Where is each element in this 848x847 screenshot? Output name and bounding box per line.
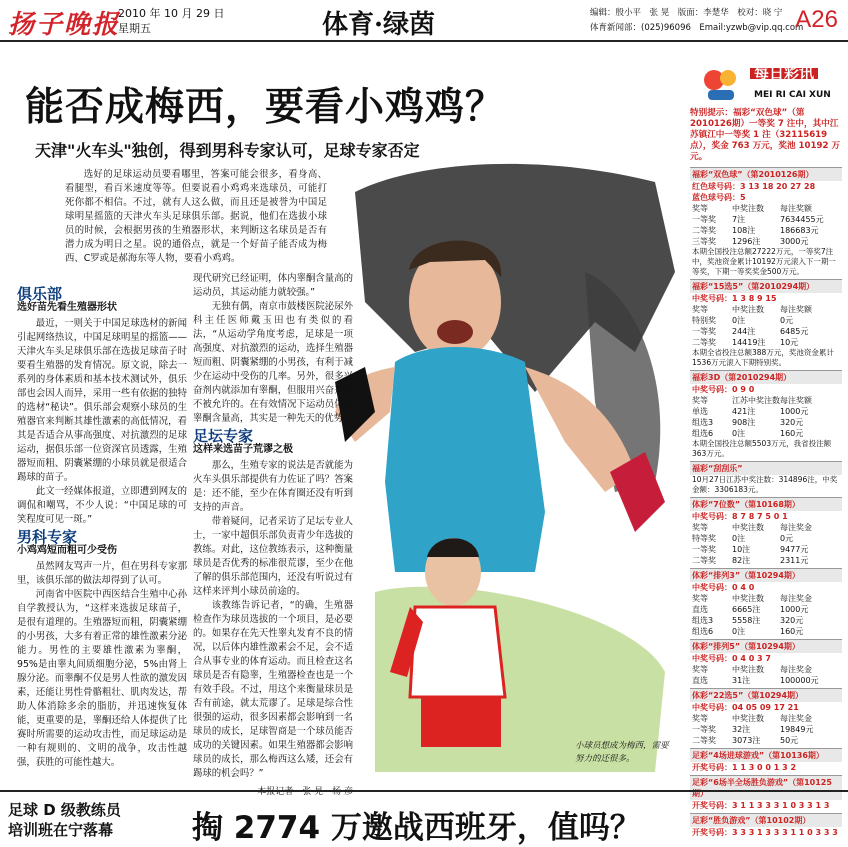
lottery-heading: 福彩3D（第2010294期）: [690, 370, 842, 384]
player-photo: [335, 152, 685, 782]
article-headline: 能否成梅西，要看小鸡鸡？: [25, 85, 506, 130]
lottery-table: [690, 522, 842, 566]
table-row: 奖等 江苏中奖注数 每注奖额: [692, 396, 812, 405]
mascot-icon: [696, 64, 746, 104]
section-heading-andrology: 男科专家: [17, 528, 78, 546]
table-row: 二等奖 108注 186683元: [692, 226, 819, 235]
paragraph: 该教练告诉记者，“的确，生殖器检查作为球员选拔的一个项目，是必要的。如果存在先天性睾丸发育不良的情况，以后体内雄性激素会不足，会不适合从事专业的体育运动。而且检查这名球员是否有隐睾，生殖器检查也是一个有效手段。不过，用这个来衡量球员是否有前途，就太荒谬了。足球是综合性很强的运动，很多因素都会影响到一名球员的成长，足球智商是一个球员能否成功的关键因素。如果生殖器都会影响球员的成长，那么梅西这么矮，还会有踢球的机会吗？”: [193, 600, 353, 779]
lottery-numbers: 中奖号码：0 9 0: [692, 385, 755, 394]
lottery-heading: 体彩“7位数”（第10168期）: [690, 497, 842, 511]
lottery-numbers: 中奖号码：1 3 8 9 15: [692, 294, 777, 303]
table-row: 奖等 中奖注数 每注奖额: [692, 204, 812, 213]
lottery-note: 本期全国投注总额27222万元，一等奖7注中，奖池资金累计10192万元滚入下一期一等奖，下期一等奖奖金500万元。: [692, 247, 836, 276]
section-title: 体育·绿茵: [322, 10, 436, 40]
table-row: 一等奖 32注 19849元: [692, 725, 814, 734]
newspaper-logo: 扬子晚报: [8, 10, 121, 40]
lottery-numbers: 中奖号码：8 7 8 7 5 0 1: [692, 512, 788, 521]
paragraph: 河南省中医院中西医结合生殖中心孙自学教授认为，“这样来选拔足球苗子，是很有道理的。生殖器短而粗，阴囊紧绷的小男孩，大多有着正常的雄性激素分泌能力。男性的主要雄性激素为睾酮，95%是由睾丸间质细胞分泌，5%由肾上腺分泌。而睾酮不仅是男人性欲的激发因素，还能让男性骨骼粗壮、肌肉发达，帮助人体消除多余的脂肪，并迅速恢复体能，更重要的是，睾酮还给人体提供了比赛时所需要的运动攻击性，而足球运动是一种有规则的、文明的战争，攻击性越强，获胜的可能性越大。: [17, 589, 187, 768]
column-1: [17, 284, 187, 770]
lottery-table: [690, 593, 842, 637]
lottery-numbers: 中奖号码：0 4 0 3 7: [692, 654, 771, 663]
section-sub-football: 这样来选苗子荒谬之极: [193, 444, 293, 455]
lottery-blue-number: 蓝色球号码：5: [692, 193, 746, 202]
editors-line: 编辑：殷小平 张 晃 版面：李楚华 校对：晓 宁: [590, 8, 783, 18]
page-number: A26: [795, 6, 838, 33]
paragraph: 无独有偶，南京市鼓楼医院泌尿外科主任医师戴玉田也有类似的看法，“从运动学角度考虑，足球是一项高强度、对抗激烈的运动，选择生殖器短而粗、阴囊紧绷的小男孩，有利于减少在运动中受伤的几率。另外，很多兴奋剂内就添加有睾酮，但服用兴奋剂是不被允许的。在有效情况下运动员体内睾酮含量高，其实是一种先天的优势。”: [193, 301, 353, 424]
lottery-banner-pinyin: MEI RI CAI XUN: [754, 90, 831, 100]
section-sub-club: 选好苗先看生殖器形状: [17, 302, 117, 313]
masthead: [0, 0, 848, 42]
date-block: [118, 6, 224, 36]
table-row: 组选3 908注 320元: [692, 418, 804, 427]
table-row: 一等奖 7注 7634455元: [692, 215, 824, 224]
lottery-banner: [690, 62, 842, 106]
lottery-heading: 体彩“排列3”（第10294期）: [690, 568, 842, 582]
table-row: 三等奖 1296注 3000元: [692, 237, 809, 246]
issue-date: 2010 年 10 月 29 日: [118, 7, 225, 20]
lottery-note: 本期全省投注总额388万元，奖池资金累计1536万元滚入下期特别奖。: [692, 348, 834, 367]
lottery-heading: 足彩“6场半全场胜负游戏”（第10125期）: [690, 775, 842, 800]
contact-line: 体育新闻部：(025)96096 Email:yzwb@vip.qq.com: [590, 23, 804, 33]
paragraph: 虽然网友骂声一片，但在男科专家那里，该俱乐部的做法却得到了认可。: [17, 561, 187, 586]
table-row: 直选 31注 100000元: [692, 676, 819, 685]
lottery-numbers: 开奖号码：3 1 1 3 3 3 1 0 3 3 1 3: [692, 801, 830, 810]
lottery-banner-title: 每日彩讯: [750, 68, 818, 79]
byline: 本报记者 张 晃 杨 彦: [257, 787, 353, 797]
lottery-heading: 福彩“15选5”（第2010294期）: [690, 279, 842, 293]
table-row: 组选3 5558注 320元: [692, 616, 804, 625]
table-row: 特等奖 0注 0元: [692, 534, 794, 543]
table-row: 特别奖 0注 0元: [692, 316, 794, 325]
section-sub-andrology: 小鸡鸡短而粗可少受伤: [17, 545, 117, 556]
lottery-numbers: 中奖号码：04 05 09 17 21: [692, 703, 799, 712]
lottery-heading: 体彩“22选5”（第10294期）: [690, 688, 842, 702]
table-row: 二等奖 14419注 10元: [692, 338, 799, 347]
paragraph: 此文一经媒体报道，立即遭到网友的调侃和嘲骂，不少人说：“中国足球的可笑程度可见一斑。”: [17, 486, 187, 525]
table-row: 奖等 中奖注数 每注奖金: [692, 714, 812, 723]
table-row: 二等奖 82注 2311元: [692, 556, 809, 565]
article-subhead: 天津"火车头"独创，得到男科专家认可，足球专家否定: [35, 141, 420, 160]
table-row: 奖等 中奖注数 每注奖金: [692, 523, 812, 532]
lottery-table: [690, 395, 842, 439]
lottery-heading: 体彩“排列5”（第10294期）: [690, 639, 842, 653]
bottom-strip: [0, 790, 848, 846]
lottery-note: 10月27日江苏中奖注数：314896注，中奖金额：3306183元。: [692, 475, 838, 494]
lottery-heading: 福彩“双色球”（第2010126期）: [690, 167, 842, 181]
table-row: 奖等 中奖注数 每注奖额: [692, 305, 812, 314]
table-row: 一等奖 10注 9477元: [692, 545, 809, 554]
paragraph: 那么，生殖专家的说法是否就能为火车头俱乐部提供有力佐证了吗？答案是：还不能，至少在体育圈还没有听到支持的声音。: [193, 460, 353, 513]
table-row: 奖等 中奖注数 每注奖金: [692, 665, 812, 674]
lottery-numbers: 开奖号码：1 1 3 0 0 1 3 2: [692, 763, 797, 772]
brief-headline-line: 足球 D 级教练员: [8, 801, 121, 819]
table-row: 二等奖 3073注 50元: [692, 736, 799, 745]
lottery-table: [690, 203, 842, 247]
lottery-table: [690, 664, 842, 686]
lottery-sidebar: [690, 62, 842, 837]
next-article-headline: 掏 2774 万邀战西班牙，值吗？: [192, 810, 641, 846]
table-row: 组选6 0注 160元: [692, 627, 804, 636]
lottery-tip: 特别提示：福彩“双色球”（第2010126期）一等奖 7 注中，其中江苏镇江中一等奖 1 注（32115619点），奖金 763 万元，奖池 10192 万元。: [690, 108, 841, 162]
lottery-heading: 足彩“4场进球游戏”（第10136期）: [690, 748, 842, 762]
column-2: [193, 272, 353, 799]
lottery-red-numbers: 红色球号码：3 13 18 20 27 28: [692, 182, 816, 191]
table-row: 奖等 中奖注数 每注奖金: [692, 594, 812, 603]
table-row: 单选 421注 1000元: [692, 407, 809, 416]
main-article: [5, 62, 685, 797]
brief-headline: [8, 800, 121, 840]
lottery-heading: 福彩“刮刮乐”: [690, 461, 842, 475]
editors-info: [590, 6, 803, 36]
lottery-heading: 足彩“胜负游戏”（第10102期）: [690, 813, 842, 827]
lottery-numbers: 中奖号码：0 4 0: [692, 583, 755, 592]
lottery-table: [690, 713, 842, 746]
paragraph: 最近，一则关于中国足球选材的新闻引起网络热议，中国足球明星的摇篮——天津火车头足球俱乐部在选拔足球苗子时要看生殖器的发育情况。原文说，除去一系列的身体素质和基本技术测试外，俱乐部也会因人而异，采用一些有依据的独特的选材“秘诀”。俱乐部会观察小球员的生殖器官来判断其雄性激素的高低情况，看其是否适合从事高强度、对抗激烈的足球运动，据俱乐部一位资深官员透露，生殖器短而粗、阴囊紧绷的小球员就是很适合踢球的苗子。: [17, 318, 187, 483]
photo-caption: 小球员想成为梅西，需要努力的还很多。: [575, 741, 669, 764]
paragraph: 带着疑问，记者采访了足坛专业人士，一家中超俱乐部负责青少年选拔的教练。对此，这位教练表示，这种衡量球员是否优秀的标准很荒谬，至少在他了解的俱乐部范围内，还没有听说过有这样来评判小球员前途的。: [193, 516, 353, 597]
article-intro: 选好的足球运动员要看哪里，答案可能会很多，看身高、看腿型，看百米速度等等。但要说看小鸡鸡来选球员，可能打死你都不相信。不过，就有人这么做，而且还是被誉为中国足球明星摇篮的天津火车头足球俱乐部。据说，他们在选拔小球员的时候，会根据男孩的生殖器形状，来判断这名球员是否有潜力成为明日之星。说的通俗点，就是一个好苗子能否成为梅西、C罗或是郝海东等人物，要看小鸡鸡。: [65, 169, 327, 264]
brief-headline-line: 培训班在宁落幕: [8, 821, 114, 839]
table-row: 组选6 0注 160元: [692, 429, 804, 438]
paragraph: 现代研究已经证明，体内睾酮含量高的运动员，其运动能力就较强。”: [193, 273, 353, 298]
lottery-table: [690, 304, 842, 348]
lottery-numbers: 开奖号码：3 3 3 1 3 3 3 1 1 0 3 3 3: [692, 828, 838, 837]
table-row: 直选 6665注 1000元: [692, 605, 809, 614]
lottery-note: 本期全国投注总额5503万元，我省投注额363万元。: [692, 439, 832, 458]
issue-weekday: 星期五: [118, 22, 151, 35]
section-heading-club: 俱乐部: [17, 285, 63, 303]
table-row: 一等奖 244注 6485元: [692, 327, 809, 336]
section-heading-football: 足坛专家: [193, 427, 254, 445]
